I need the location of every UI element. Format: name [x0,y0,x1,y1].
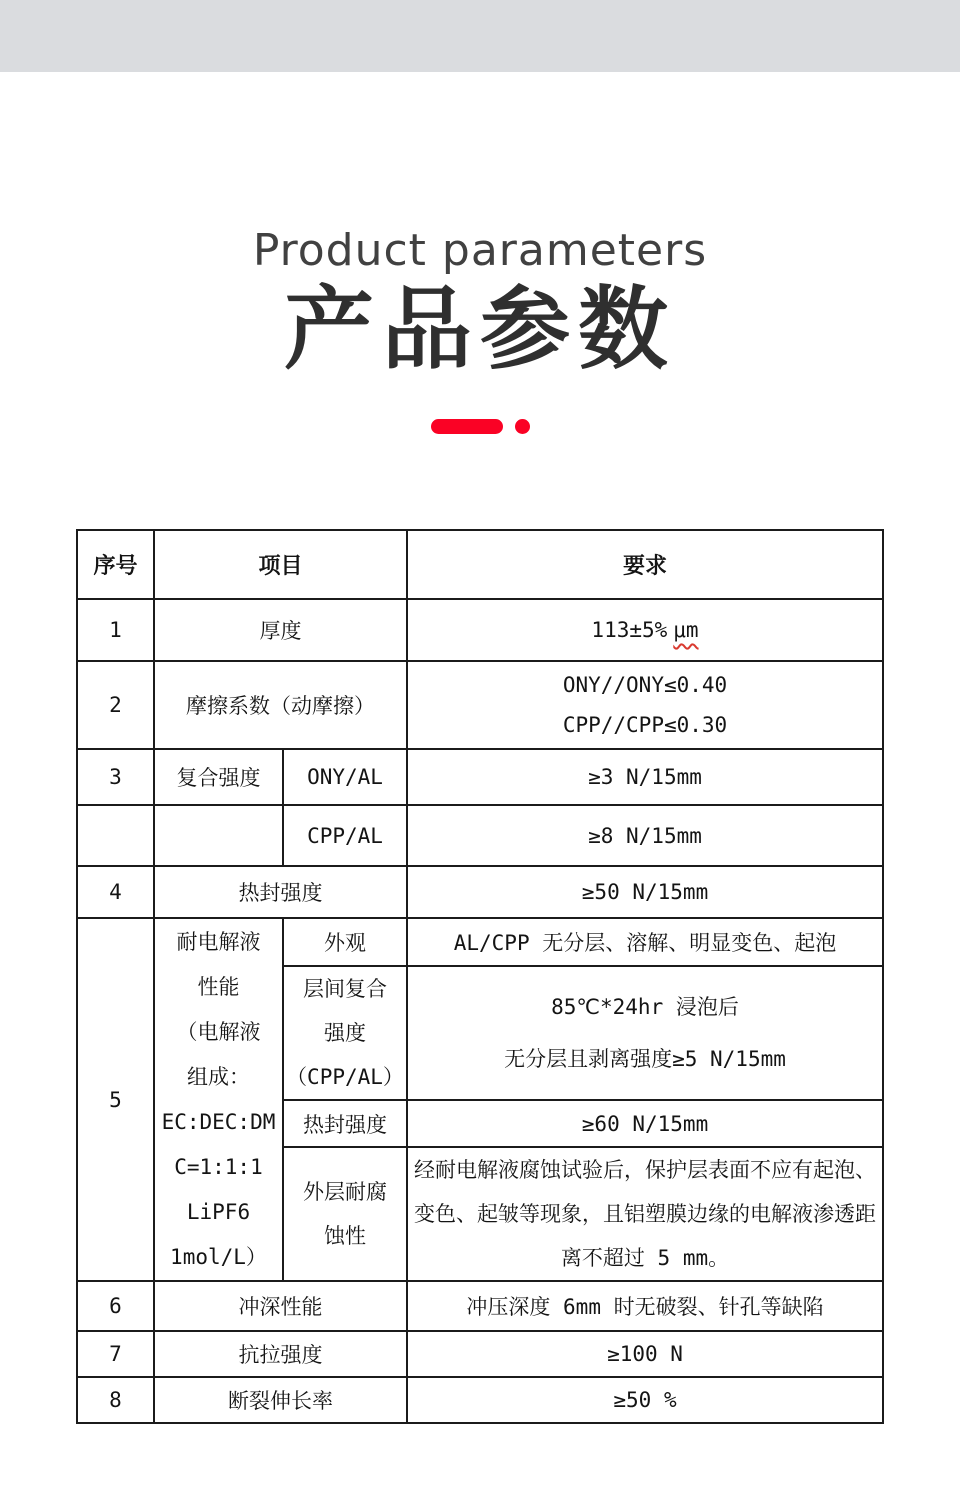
req-cell: AL/CPP 无分层、溶解、明显变色、起泡 [407,918,883,966]
title-divider [0,418,960,434]
req-line: CPP//CPP≤0.30 [562,713,728,737]
divider-bar [431,419,503,434]
table-header-row [77,530,883,599]
sub-item-line: 强度 [323,1021,366,1045]
table-row-lamination-ony-al [77,749,883,805]
req-value: 113±5% [591,618,668,642]
sub-item-cell: 热封强度 [283,1100,407,1147]
item-cell-electrolyte [154,918,283,1281]
row-no: 2 [77,661,154,749]
item-line: 性能 [197,974,240,999]
row-no: 5 [77,918,154,1281]
req-cell: 经耐电解液腐蚀试验后，保护层表面不应有起泡、变色、起皱等现象，且铝塑膜边缘的电解液渗透距离不超过 5 mm。 [407,1147,883,1281]
sub-item-cell [283,966,407,1100]
item-line: EC:DEC:DM [161,1109,276,1134]
header-req: 要求 [407,530,883,599]
table-row-lamination-cpp-al [77,805,883,866]
item-cell: 冲深性能 [154,1281,407,1331]
req-cell [407,661,883,749]
row-no: 3 [77,749,154,805]
product-parameters-table [76,529,884,1424]
item-cell: 厚度 [154,599,407,661]
item-cell: 抗拉强度 [154,1331,407,1377]
empty-cell [154,805,283,866]
table-row-thickness [77,599,883,661]
row-no: 6 [77,1281,154,1331]
item-line: 组成： [186,1064,250,1089]
item-cell: 断裂伸长率 [154,1377,407,1423]
item-line: LiPF6 [186,1199,251,1224]
req-cell: ≥100 N [407,1331,883,1377]
sub-item-line: 蚀性 [323,1224,366,1248]
table-row-electrolyte-appearance [77,918,883,966]
divider-dot [515,419,530,434]
sub-item-cell: 外观 [283,918,407,966]
empty-cell [77,805,154,866]
sub-item-line: 层间复合 [302,977,387,1001]
req-cell [407,966,883,1100]
item-line: 1mol/L） [170,1244,267,1269]
req-cell: ≥50 % [407,1377,883,1423]
header-item: 项目 [154,530,407,599]
table-row-deep-drawing [77,1281,883,1331]
req-line: 无分层且剥离强度≥5 N/15mm [504,1047,786,1071]
table-row-elongation [77,1377,883,1423]
req-unit: μm [673,618,699,642]
req-cell: ≥8 N/15mm [407,805,883,866]
req-line: 85℃*24hr 浸泡后 [551,995,739,1019]
item-cell: 热封强度 [154,866,407,918]
sub-item-cell: CPP/AL [283,805,407,866]
item-cell: 摩擦系数（动摩擦） [154,661,407,749]
row-no: 8 [77,1377,154,1423]
req-cell: 冲压深度 6mm 时无破裂、针孔等缺陷 [407,1281,883,1331]
sub-item-cell: ONY/AL [283,749,407,805]
item-line: C=1:1:1 [174,1154,263,1179]
title-block [0,225,960,434]
req-line: ONY//ONY≤0.40 [562,673,728,697]
sub-item-cell [283,1147,407,1281]
req-cell: ≥3 N/15mm [407,749,883,805]
subtitle-english: Product parameters [252,225,708,276]
req-cell [407,599,883,661]
req-cell: ≥60 N/15mm [407,1100,883,1147]
sub-item-line: （CPP/AL） [286,1065,404,1089]
page-title: 产品参数 [284,277,676,382]
table-row-friction [77,661,883,749]
item-line: 耐电解液 [176,929,261,954]
row-no: 7 [77,1331,154,1377]
table-row-tensile-strength [77,1331,883,1377]
row-no: 1 [77,599,154,661]
top-gray-band [0,0,960,72]
item-line: （电解液 [176,1019,261,1044]
header-no: 序号 [77,530,154,599]
sub-item-line: 外层耐腐 [302,1180,387,1204]
table-row-heat-seal [77,866,883,918]
req-cell: ≥50 N/15mm [407,866,883,918]
item-cell: 复合强度 [154,749,283,805]
row-no: 4 [77,866,154,918]
